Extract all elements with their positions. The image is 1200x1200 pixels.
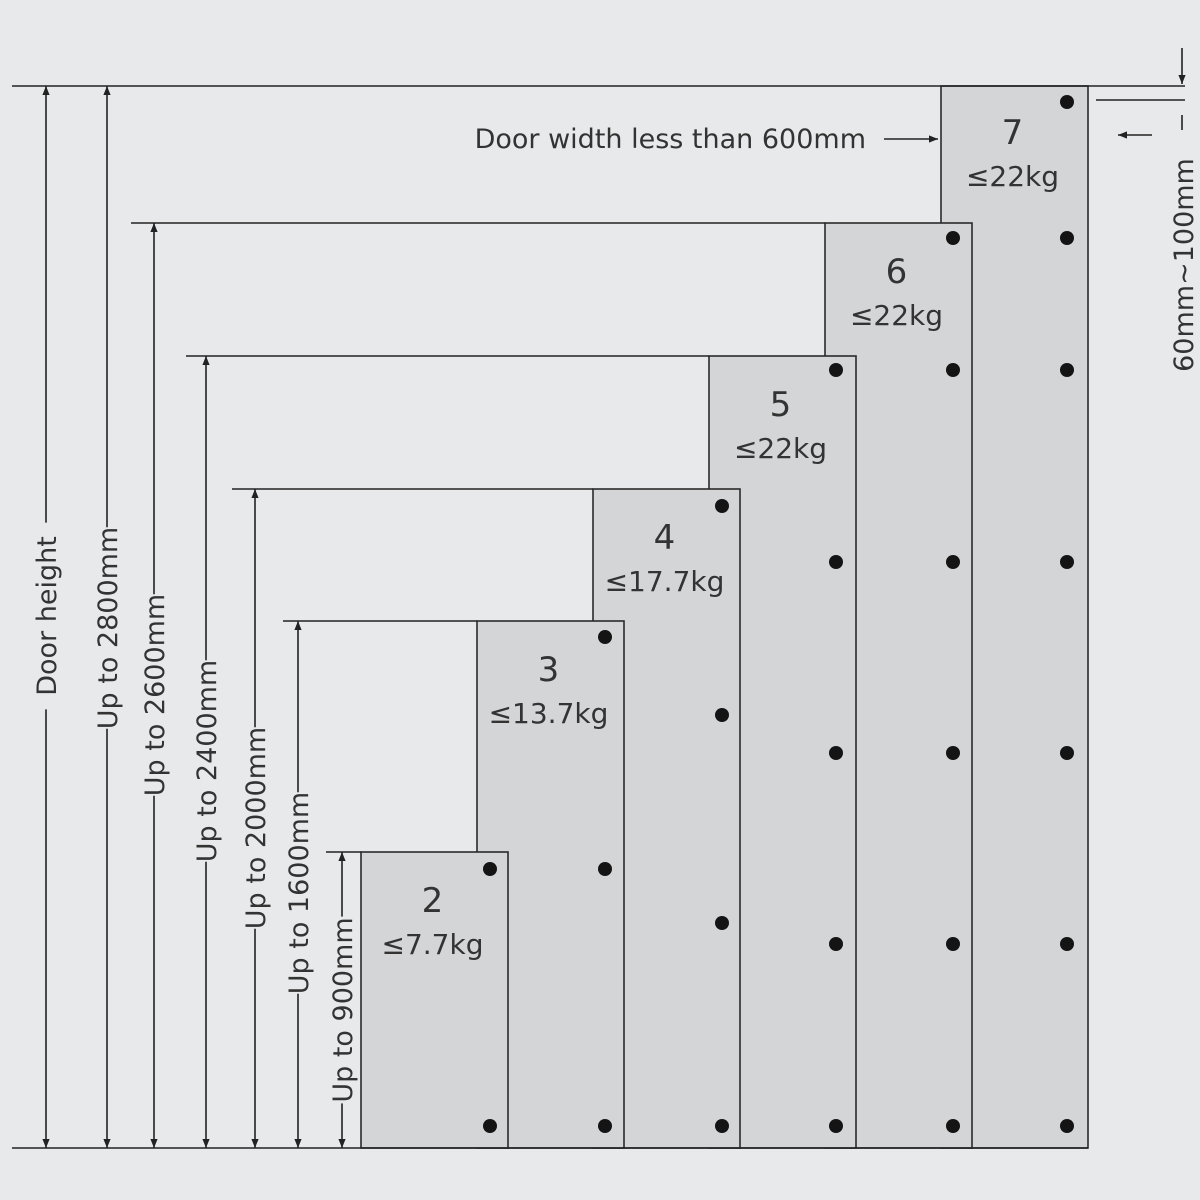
hinge-hole	[946, 1119, 960, 1133]
hinge-hole	[829, 363, 843, 377]
hinge-hole	[829, 746, 843, 760]
hinge-hole	[829, 937, 843, 951]
height-label-5: Up to 2400mm	[192, 659, 223, 863]
hinge-hole	[483, 862, 497, 876]
hinge-hole	[715, 916, 729, 930]
weight-limit-7: ≤22kg	[965, 160, 1060, 193]
hinge-hole	[946, 231, 960, 245]
hinge-hole	[1060, 937, 1074, 951]
hinge-hole	[598, 862, 612, 876]
hinge-hole	[1060, 231, 1074, 245]
panel-count-6: 6	[885, 252, 908, 292]
hinge-hole	[946, 555, 960, 569]
panel-count-7: 7	[1001, 113, 1024, 153]
weight-limit-5: ≤22kg	[733, 432, 828, 465]
hinge-hole	[598, 630, 612, 644]
height-label-3: Up to 1600mm	[284, 791, 315, 995]
weight-limit-2: ≤7.7kg	[381, 928, 484, 961]
hinge-hole	[829, 555, 843, 569]
hinge-hole	[483, 1119, 497, 1133]
door-panels	[361, 86, 1088, 1148]
door-height-label: Door height	[32, 536, 63, 696]
hinge-hole	[829, 1119, 843, 1133]
hinge-hole	[946, 937, 960, 951]
hinge-hole	[1060, 555, 1074, 569]
height-label-4: Up to 2000mm	[241, 726, 272, 930]
hinge-hole	[715, 708, 729, 722]
weight-limit-4: ≤17.7kg	[604, 565, 725, 598]
hinge-hole	[715, 499, 729, 513]
hinge-hole	[598, 1119, 612, 1133]
panel-count-3: 3	[537, 650, 560, 690]
gap-label: 60mm~100mm	[1169, 158, 1200, 372]
panel-count-4: 4	[653, 518, 676, 558]
hinge-hole	[1060, 363, 1074, 377]
narrow-door-note: Door width less than 600mm	[474, 124, 866, 155]
hinge-hole	[1060, 95, 1074, 109]
weight-limit-6: ≤22kg	[849, 299, 944, 332]
hinge-hole	[1060, 1119, 1074, 1133]
panel-count-2: 2	[421, 881, 444, 921]
height-label-6: Up to 2600mm	[140, 593, 171, 797]
panel-count-5: 5	[769, 385, 792, 425]
hinge-hole	[1060, 746, 1074, 760]
height-label-7: Up to 2800mm	[93, 526, 124, 730]
hinge-hole	[715, 1119, 729, 1133]
weight-limit-3: ≤13.7kg	[488, 697, 609, 730]
height-label-2: Up to 900mm	[328, 917, 359, 1103]
hinge-hole	[946, 363, 960, 377]
hinge-hole	[946, 746, 960, 760]
